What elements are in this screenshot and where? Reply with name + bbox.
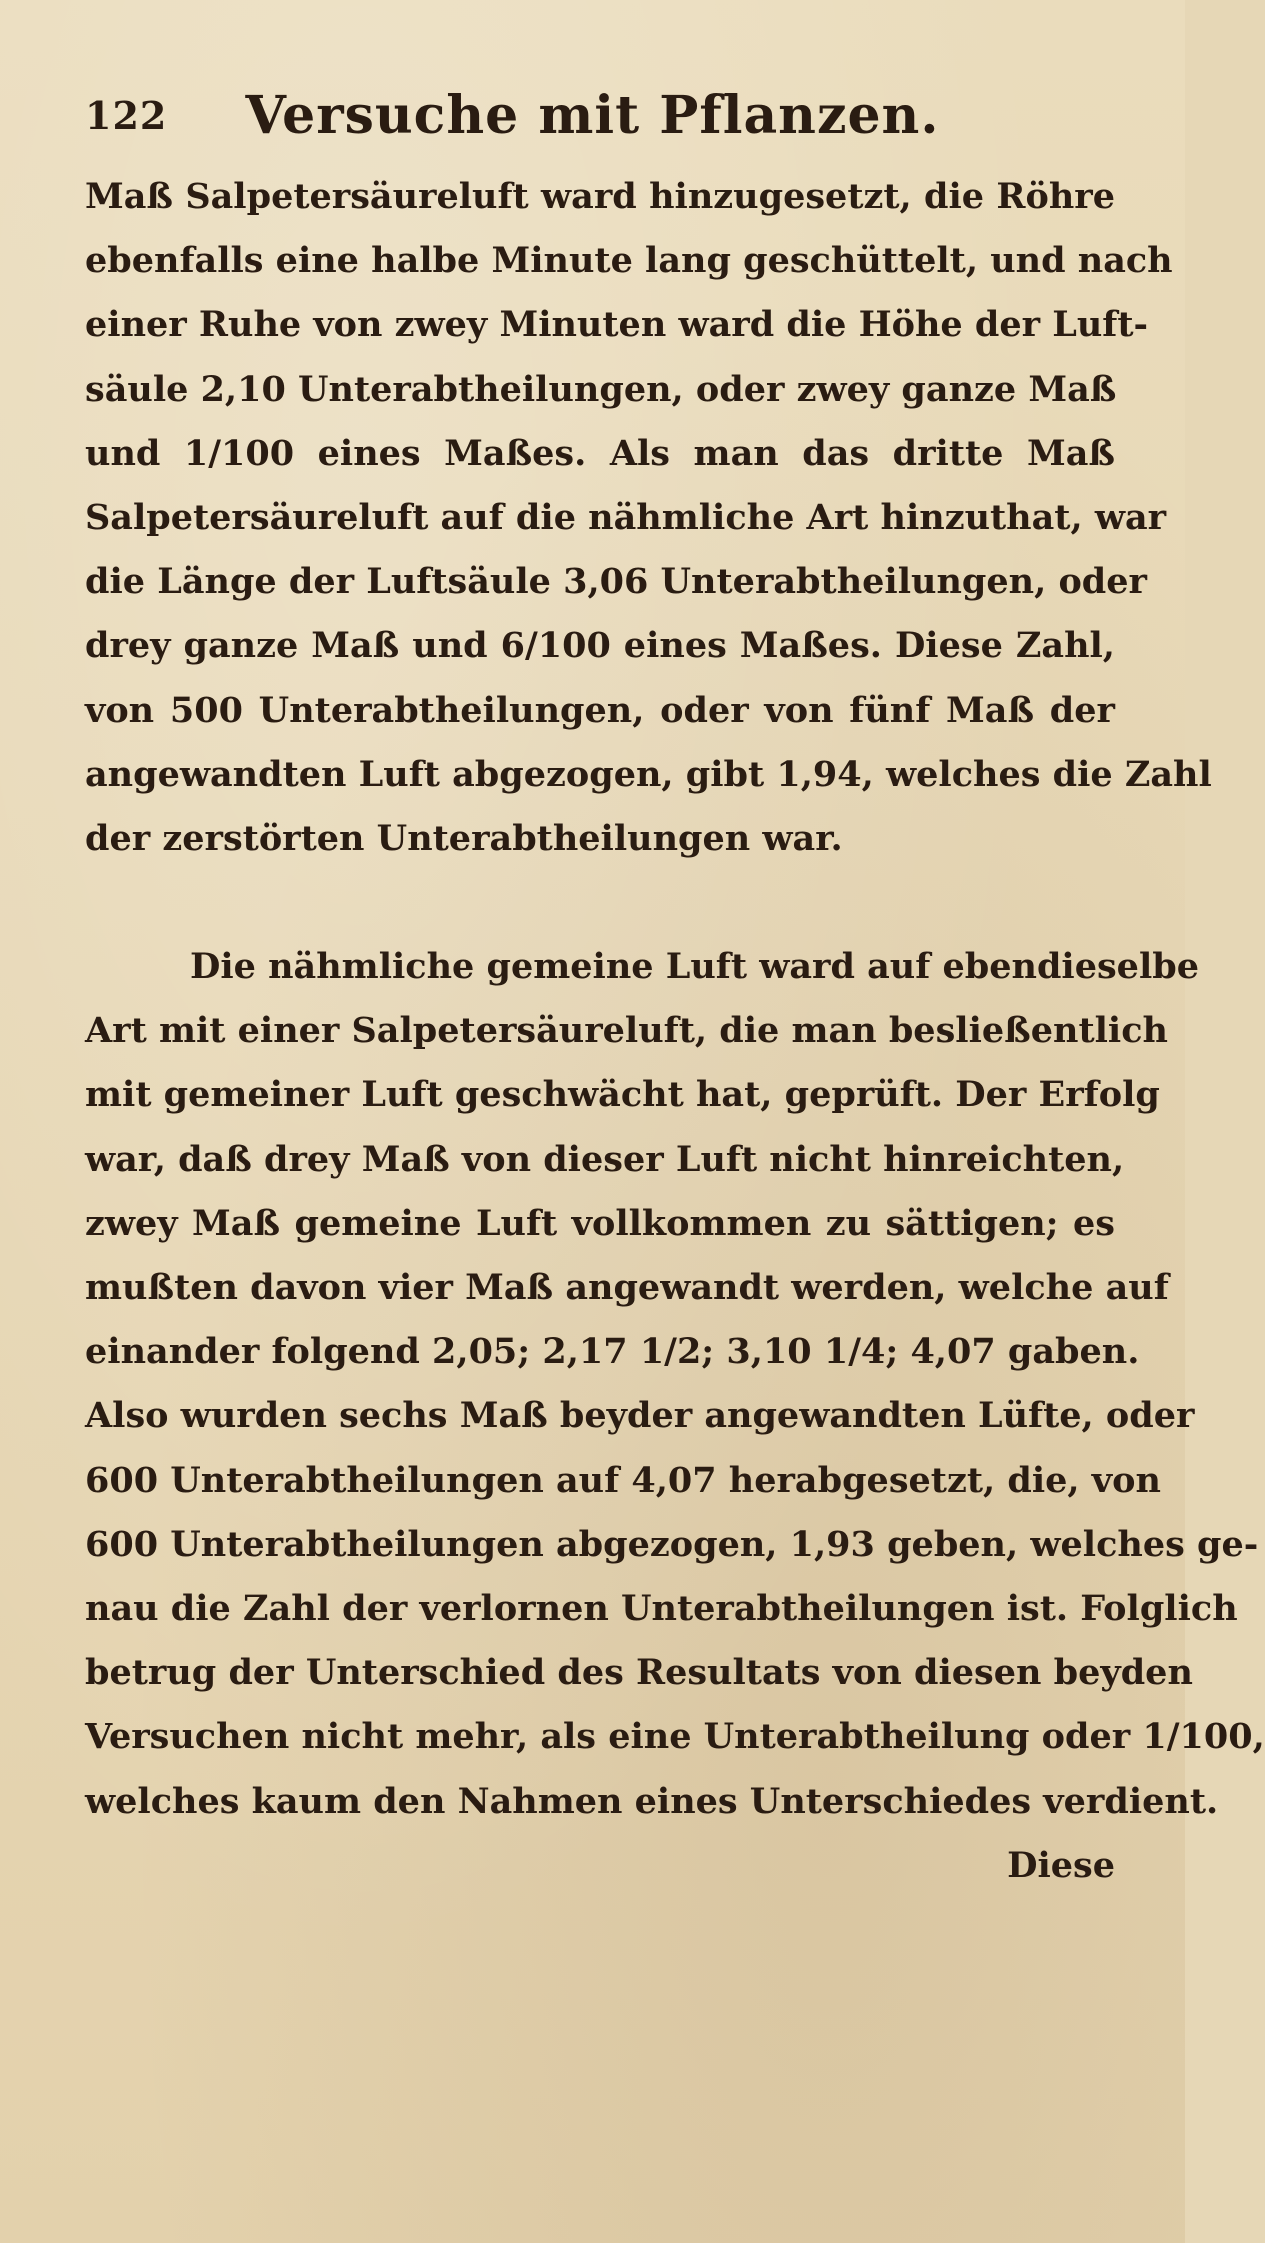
text-line: der zerstörten Unterabtheilungen war. [85,817,843,859]
text-line: Art mit einer Salpetersäureluft, die man besließentlich [85,1010,1168,1052]
text-line: von 500 Unterabtheilungen, oder von fünf Maß der [85,689,1115,731]
page-number: 122 [85,92,168,138]
text-line: war, daß drey Maß von dieser Luft nicht hinreichten, [85,1138,1125,1180]
text-line: Versuchen nicht mehr, als eine Unterabtheilung oder 1/100, [85,1716,1265,1758]
text-line: einer Ruhe von zwey Minuten ward die Höhe der Luft- [85,304,1149,346]
text-line: einander folgend 2,05; 2,17 1/2; 3,10 1/4; 4,07 gaben. [85,1331,1140,1373]
text-line: säule 2,10 Unterabtheilungen, oder zwey ganze Maß [85,368,1117,410]
text-line: 600 Unterabtheilungen abgezogen, 1,93 geben, welches ge- [85,1523,1259,1565]
text-line: ebenfalls eine halbe Minute lang geschüttelt, und nach [85,240,1173,282]
text-line: drey ganze Maß und 6/100 eines Maßes. Diese Zahl, [85,625,1115,667]
body-text [85,165,1265,1898]
text-line: angewandten Luft abgezogen, gibt 1,94, welches die Zahl [85,753,1212,795]
catchword: Diese [1007,1844,1115,1886]
text-line: Also wurden sechs Maß beyder angewandten Lüfte, oder [85,1395,1195,1437]
text-line: welches kaum den Nahmen eines Unterschiedes verdient. [85,1780,1219,1822]
text-line: Maß Salpetersäureluft ward hinzugesetzt, die Röhre [85,176,1115,217]
text-line: die Länge der Luftsäule 3,06 Unterabtheilungen, oder [85,561,1147,603]
text-line: zwey Maß gemeine Luft vollkommen zu sättigen; es [85,1202,1115,1244]
text-line: Salpetersäureluft auf die nähmliche Art hinzuthat, war [85,496,1167,538]
paragraph-gap [85,871,1115,935]
text-line: betrug der Unterschied des Resultats von diesen beyden [85,1652,1193,1694]
page-header [85,80,1100,150]
text-line: mit gemeiner Luft geschwächt hat, geprüft. Der Erfolg [85,1074,1160,1116]
running-head: Versuche mit Pflanzen. [245,84,940,146]
text-line: mußten davon vier Maß angewandt werden, welche auf [85,1267,1169,1308]
text-line: und 1/100 eines Maßes. Als man das dritte Maß [85,432,1115,474]
text-line: Die nähmliche gemeine Luft ward auf ebendieselbe [190,946,1199,988]
text-line: nau die Zahl der verlornen Unterabtheilungen ist. Folglich [85,1587,1238,1629]
text-line: 600 Unterabtheilungen auf 4,07 herabgesetzt, die, von [85,1459,1161,1501]
